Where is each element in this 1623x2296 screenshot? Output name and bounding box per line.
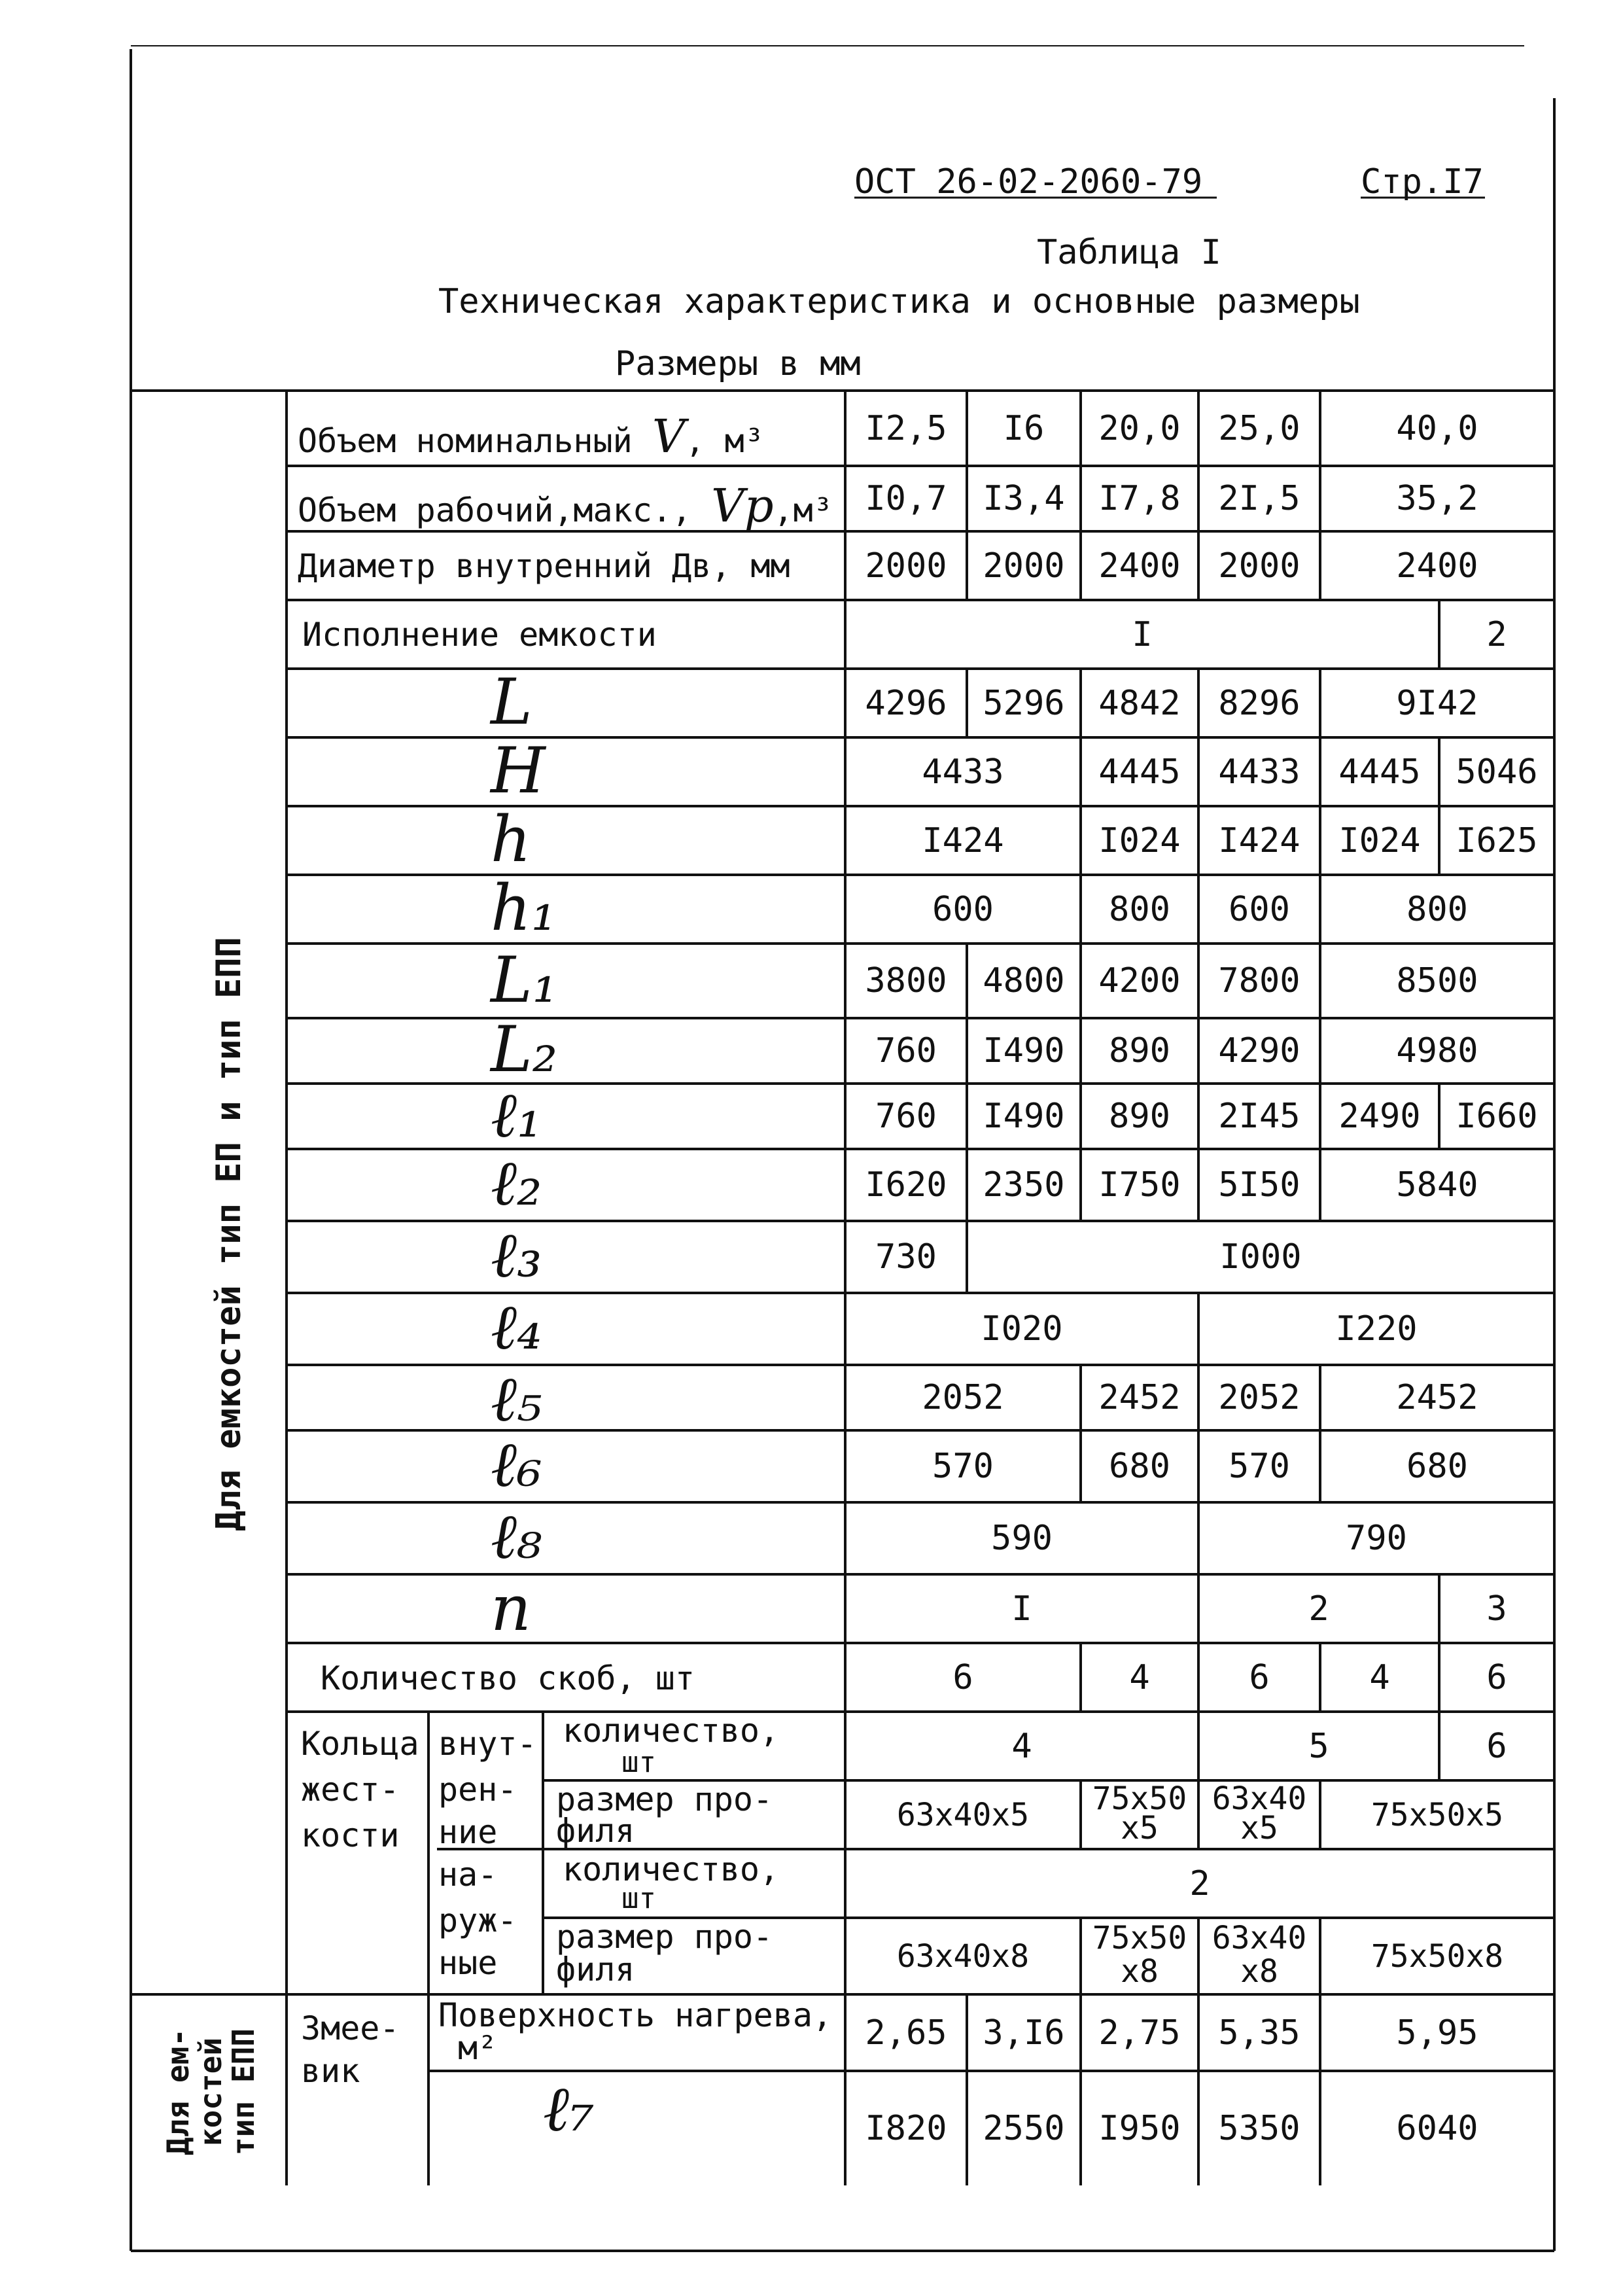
- value-cell: 8500: [1396, 961, 1478, 1000]
- value-cell: I: [1011, 1589, 1032, 1629]
- table-title: Техническая характеристика и основные размеры: [438, 282, 1360, 321]
- side-label-bottom-3: тип ЕПП: [226, 2028, 261, 2155]
- symbol-l4: ℓ₄: [491, 1290, 542, 1364]
- value-cell: 2,75: [1098, 2013, 1181, 2053]
- value-cell: 75x50: [1092, 1920, 1187, 1957]
- outer-size-label-2: филя: [556, 1951, 635, 1988]
- value-cell: 5296: [983, 683, 1065, 723]
- value-cell: I620: [865, 1165, 947, 1205]
- value-cell: 760: [875, 1097, 937, 1136]
- value-cell: I3,4: [983, 479, 1065, 518]
- value-cell: 6040: [1396, 2108, 1478, 2148]
- side-label-bottom-1: Для ем-: [160, 2028, 196, 2155]
- outer-size-label-1: размер про-: [556, 1918, 773, 1956]
- value-cell: 2052: [1218, 1378, 1300, 1417]
- value-cell: I020: [981, 1309, 1063, 1349]
- value-cell: I024: [1098, 821, 1181, 860]
- coil-label-2: вик: [301, 2052, 360, 2090]
- value-cell: I950: [1098, 2108, 1181, 2148]
- inner-qty-label-1: количество,: [563, 1712, 780, 1750]
- value-cell: I7,8: [1098, 479, 1181, 518]
- page-number: Стр.I7: [1361, 162, 1484, 202]
- value-cell: 75x50: [1092, 1780, 1187, 1818]
- symbol-l1: ℓ₁: [491, 1078, 542, 1152]
- value-cell: 800: [1109, 889, 1170, 929]
- inner-label-3: ние: [438, 1813, 498, 1851]
- symbol-H: H: [491, 734, 546, 807]
- value-cell: I424: [922, 821, 1004, 860]
- value-cell: I0,7: [865, 479, 947, 518]
- value-cell: I660: [1456, 1097, 1538, 1136]
- symbol-L: L: [491, 665, 532, 739]
- value-cell: x5: [1240, 1809, 1278, 1846]
- value-cell: 590: [991, 1519, 1053, 1558]
- value-cell: 570: [932, 1447, 994, 1486]
- value-cell: 2,65: [865, 2013, 947, 2053]
- symbol-l5: ℓ₅: [491, 1362, 542, 1436]
- value-cell: I000: [1219, 1237, 1302, 1277]
- value-cell: I2,5: [865, 408, 947, 448]
- value-cell: 2: [1189, 1863, 1210, 1903]
- value-cell: 730: [875, 1237, 937, 1277]
- row-label-volume-nominal: Объем номинальный V, м³: [298, 410, 764, 463]
- side-label-top: Для емкостей тип ЕП и тип ЕПП: [209, 937, 249, 1531]
- value-cell: 3: [1486, 1589, 1507, 1629]
- value-cell: 2452: [1396, 1378, 1478, 1417]
- value-cell: 8296: [1218, 683, 1300, 723]
- value-cell: 5: [1308, 1726, 1329, 1766]
- rings-label-1: Кольца: [301, 1725, 419, 1763]
- value-cell: 760: [875, 1031, 937, 1070]
- value-cell: 6: [1486, 1657, 1507, 1697]
- inner-size-label-2: филя: [556, 1812, 635, 1850]
- row-label-volume-working: Объем рабочий,макс., Vр,м³: [298, 479, 833, 533]
- value-cell: I6: [1003, 408, 1045, 448]
- value-cell: I820: [865, 2108, 947, 2148]
- value-cell: 2000: [865, 546, 947, 586]
- value-cell: 800: [1406, 889, 1468, 929]
- value-cell: 4200: [1098, 961, 1181, 1000]
- value-cell: 5I50: [1218, 1165, 1300, 1205]
- value-cell: 570: [1229, 1447, 1290, 1486]
- symbol-n: n: [491, 1572, 531, 1645]
- value-cell: 3,I6: [983, 2013, 1065, 2053]
- value-cell: 4433: [922, 752, 1004, 792]
- value-cell: 680: [1406, 1447, 1468, 1486]
- symbol-l3: ℓ₃: [491, 1218, 542, 1292]
- coil-label-1: Змее-: [301, 2009, 400, 2047]
- outer-qty-label-2: шт: [621, 1882, 656, 1915]
- inner-size-label-1: размер про-: [556, 1780, 773, 1818]
- value-cell: 600: [1229, 889, 1290, 929]
- outer-label-3: ные: [438, 1944, 498, 1982]
- value-cell: 2490: [1338, 1097, 1421, 1136]
- value-cell: 5,35: [1218, 2013, 1300, 2053]
- value-cell: 2I45: [1218, 1097, 1300, 1136]
- value-cell: 890: [1109, 1097, 1170, 1136]
- value-cell: 2: [1486, 614, 1507, 654]
- row-label-execution: Исполнение емкости: [302, 616, 657, 654]
- value-cell: 890: [1109, 1031, 1170, 1070]
- value-cell: 7800: [1218, 961, 1300, 1000]
- value-cell: 20,0: [1098, 408, 1181, 448]
- coil-surface-label-2: м²: [458, 2029, 498, 2067]
- value-cell: 3800: [865, 961, 947, 1000]
- value-cell: I424: [1218, 821, 1300, 860]
- value-cell: 4296: [865, 683, 947, 723]
- value-cell: I: [1132, 614, 1153, 654]
- value-cell: 5840: [1396, 1165, 1478, 1205]
- document-code: ОСТ 26-02-2060-79: [854, 162, 1203, 202]
- value-cell: 63x40: [1212, 1780, 1307, 1818]
- symbol-h: h: [491, 803, 531, 876]
- value-cell: I220: [1335, 1309, 1418, 1349]
- value-cell: I625: [1456, 821, 1538, 860]
- value-cell: 2052: [922, 1378, 1004, 1417]
- value-cell: 2350: [983, 1165, 1065, 1205]
- coil-surface-label-1: Поверхность нагрева,: [438, 1996, 833, 2034]
- value-cell: I024: [1338, 821, 1421, 860]
- value-cell: 2000: [1218, 546, 1300, 586]
- value-cell: 4: [1011, 1726, 1032, 1766]
- value-cell: 4433: [1218, 752, 1300, 792]
- symbol-L1: L₁: [491, 944, 558, 1017]
- symbol-h1: h₁: [491, 872, 557, 945]
- value-cell: 600: [932, 889, 994, 929]
- value-cell: 2I,5: [1218, 479, 1300, 518]
- value-cell: 4842: [1098, 683, 1181, 723]
- value-cell: x8: [1240, 1952, 1278, 1990]
- value-cell: 2400: [1098, 546, 1181, 586]
- value-cell: 6: [952, 1657, 973, 1697]
- symbol-l6: ℓ₆: [491, 1428, 542, 1501]
- value-cell: 4800: [983, 961, 1065, 1000]
- value-cell: 63x40x5: [896, 1796, 1030, 1833]
- value-cell: x8: [1121, 1952, 1159, 1990]
- value-cell: 75x50x5: [1370, 1796, 1504, 1833]
- value-cell: x5: [1121, 1809, 1159, 1846]
- value-cell: 2000: [983, 546, 1065, 586]
- row-label-diameter: Диаметр внутренний Дв, мм: [298, 547, 790, 585]
- value-cell: 5046: [1456, 752, 1538, 792]
- value-cell: 790: [1346, 1519, 1407, 1558]
- side-label-bottom-2: костей: [193, 2037, 228, 2147]
- value-cell: 63x40: [1212, 1920, 1307, 1957]
- value-cell: 63x40x8: [896, 1937, 1030, 1975]
- value-cell: 4: [1129, 1657, 1150, 1697]
- value-cell: 6: [1249, 1657, 1270, 1697]
- value-cell: 40,0: [1396, 408, 1478, 448]
- outer-label-1: на-: [438, 1856, 498, 1894]
- value-cell: 4445: [1098, 752, 1181, 792]
- value-cell: 4445: [1338, 752, 1421, 792]
- rings-label-3: кости: [301, 1816, 400, 1854]
- outer-label-2: руж-: [438, 1901, 517, 1939]
- inner-qty-label-2: шт: [621, 1746, 656, 1779]
- value-cell: 2452: [1098, 1378, 1181, 1417]
- outer-qty-label-1: количество,: [563, 1850, 780, 1888]
- value-cell: 5,95: [1396, 2013, 1478, 2053]
- value-cell: 2: [1308, 1589, 1329, 1629]
- value-cell: 6: [1486, 1726, 1507, 1766]
- value-cell: 5350: [1218, 2108, 1300, 2148]
- value-cell: 4290: [1218, 1031, 1300, 1070]
- value-cell: 4: [1369, 1657, 1390, 1697]
- value-cell: I750: [1098, 1165, 1181, 1205]
- units-note: Размеры в мм: [615, 344, 861, 383]
- value-cell: 680: [1109, 1447, 1170, 1486]
- table-number: Таблица I: [1037, 233, 1221, 272]
- value-cell: 2550: [983, 2108, 1065, 2148]
- inner-label-1: внут-: [438, 1725, 537, 1763]
- value-cell: I490: [983, 1031, 1065, 1070]
- value-cell: 4980: [1396, 1031, 1478, 1070]
- symbol-l8: ℓ₈: [491, 1500, 542, 1573]
- value-cell: 35,2: [1396, 479, 1478, 518]
- inner-label-2: рен-: [438, 1771, 517, 1809]
- value-cell: 9I42: [1396, 683, 1478, 723]
- symbol-l2: ℓ₂: [491, 1146, 542, 1220]
- rings-label-2: жест-: [301, 1771, 400, 1809]
- symbol-l7: ℓ₇: [543, 2072, 595, 2146]
- value-cell: 75x50x8: [1370, 1937, 1504, 1975]
- value-cell: I490: [983, 1097, 1065, 1136]
- symbol-L2: L₂: [491, 1013, 558, 1086]
- row-label-brackets: Количество скоб, шт: [321, 1659, 695, 1697]
- value-cell: 2400: [1396, 546, 1478, 586]
- value-cell: 25,0: [1218, 408, 1300, 448]
